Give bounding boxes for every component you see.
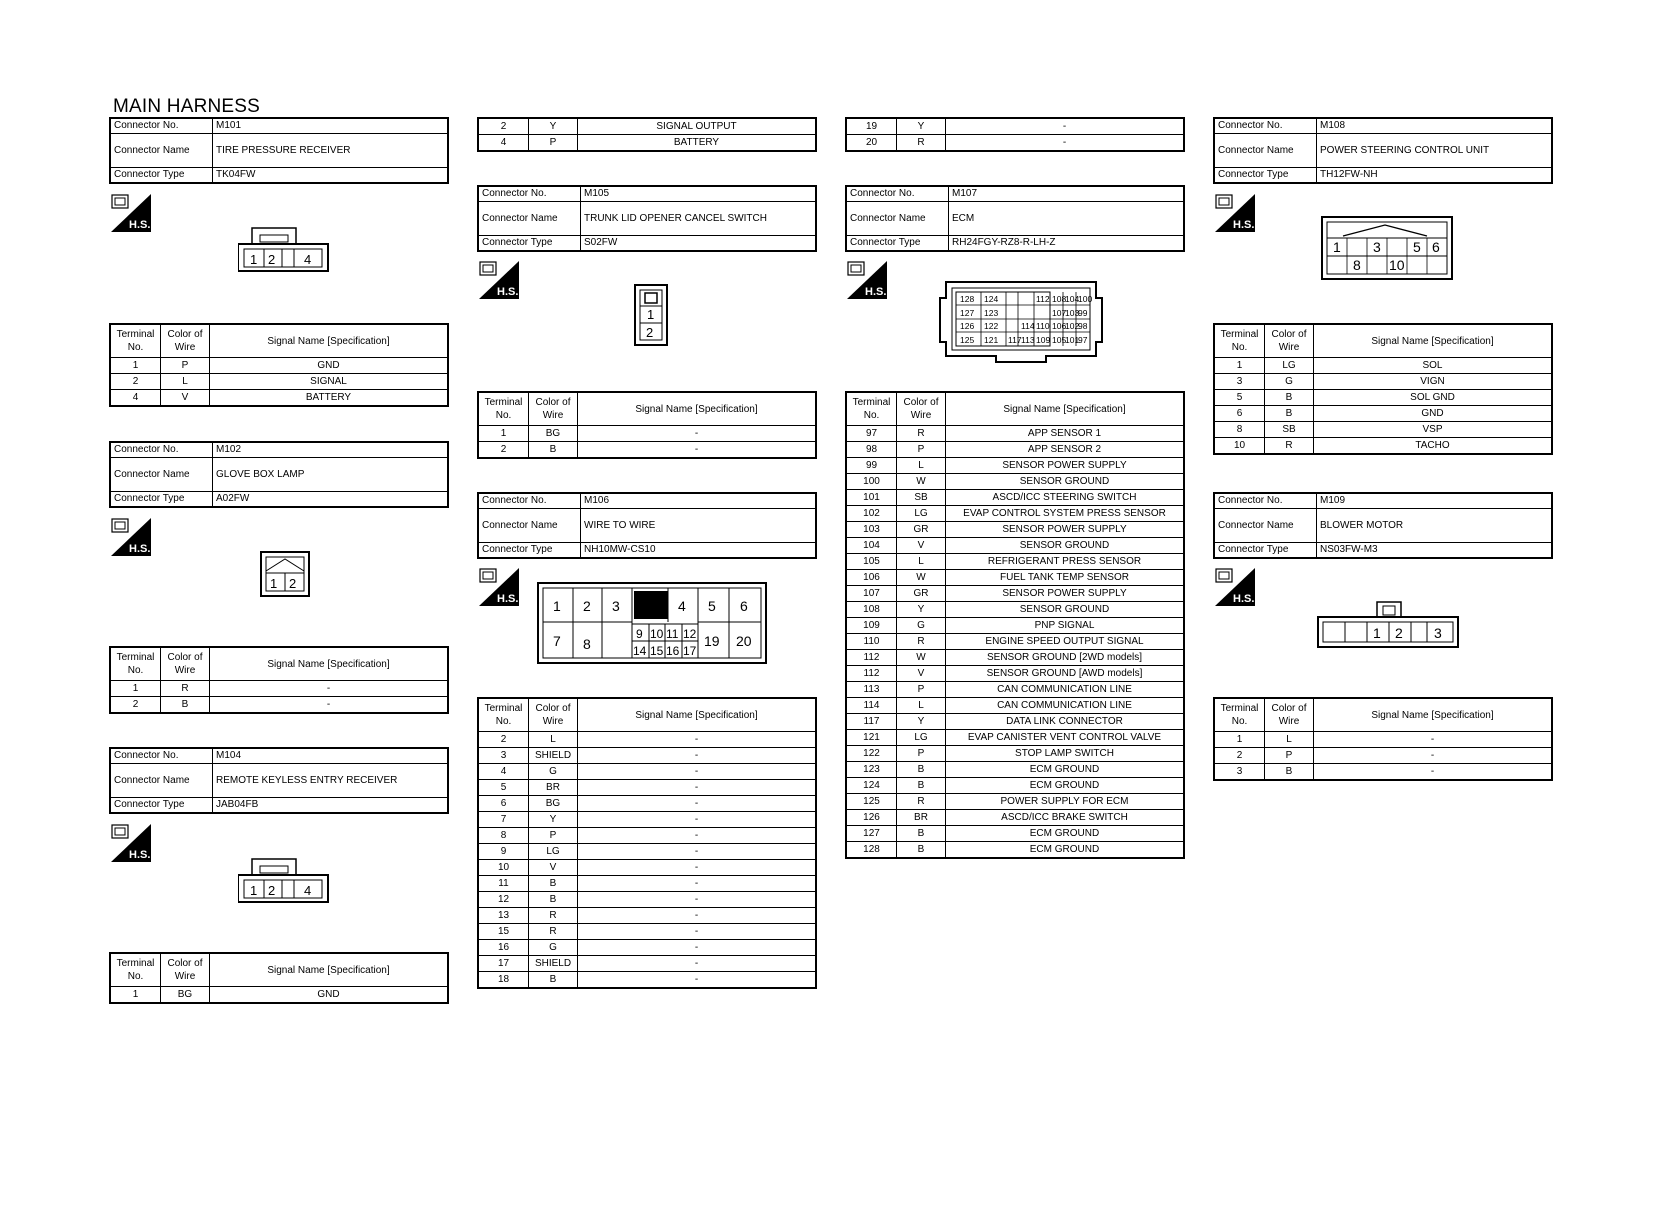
pin-label: 3 xyxy=(1434,625,1442,641)
connector-no-label: Connector No. xyxy=(110,118,213,134)
pin-label: 104 xyxy=(1065,294,1080,304)
pin-label: 14 xyxy=(633,644,647,658)
pin-label: 106 xyxy=(1052,321,1067,331)
svg-text:H.S.: H.S. xyxy=(129,543,151,555)
pin-label: 2 xyxy=(289,576,297,591)
connector-face-m108 xyxy=(1321,216,1455,287)
table-row: 106 W FUEL TANK TEMP SENSOR xyxy=(846,570,1184,586)
pin-label: 1 xyxy=(647,307,655,322)
pin-label: 2 xyxy=(268,252,276,267)
pin-label: 1 xyxy=(553,598,561,614)
connector-info-m104-wrap xyxy=(109,747,449,814)
signal-table-m104-continued xyxy=(477,117,817,152)
table-row: 1 R - xyxy=(110,681,448,697)
table-row: 2 L SIGNAL xyxy=(110,374,448,390)
table-row: 105 L REFRIGERANT PRESS SENSOR xyxy=(846,554,1184,570)
table-row: 7 Y - xyxy=(478,812,816,828)
table-row: 15 R - xyxy=(478,924,816,940)
connector-face-m101 xyxy=(238,227,330,278)
pin-label: 4 xyxy=(304,252,312,267)
table-row: 1 LG SOL xyxy=(1214,358,1552,374)
table-row: 122 P STOP LAMP SWITCH xyxy=(846,746,1184,762)
table-row: 8 P - xyxy=(478,828,816,844)
table-row: 102 LG EVAP CONTROL SYSTEM PRESS SENSOR xyxy=(846,506,1184,522)
pin-label: 124 xyxy=(984,294,999,304)
table-row: 10 V - xyxy=(478,860,816,876)
signal-table-m105-wrap xyxy=(477,391,817,459)
pin-label: 105 xyxy=(1052,335,1067,345)
pin-label: 16 xyxy=(666,644,680,658)
pin-label: 2 xyxy=(268,883,276,898)
signal-table-m104: Terminal No. Color of Wire Signal Name [Specification] 1 BG GND xyxy=(109,952,449,1004)
pin-label: 98 xyxy=(1078,321,1088,331)
harness-side-icon xyxy=(1215,194,1255,232)
connector-face-m104 xyxy=(238,858,330,909)
pin-label: 8 xyxy=(583,636,591,652)
pin-label: 1 xyxy=(270,576,278,591)
pin-label: 3 xyxy=(612,598,620,614)
table-row: 125 R POWER SUPPLY FOR ECM xyxy=(846,794,1184,810)
table-row: 104 V SENSOR GROUND xyxy=(846,538,1184,554)
table-row: 11 B - xyxy=(478,876,816,892)
pin-label: 99 xyxy=(1078,308,1088,318)
table-row: 4 G - xyxy=(478,764,816,780)
harness-side-icon xyxy=(479,261,519,299)
table-row: 2 B - xyxy=(478,442,816,459)
table-row: 1 BG - xyxy=(478,426,816,442)
connector-info-m109: Connector No. M109 Connector Name BLOWER MOTOR Connector Type NS03FW-M3 xyxy=(1213,492,1553,559)
svg-text:H.S.: H.S. xyxy=(865,286,887,298)
pin-label: 8 xyxy=(1353,257,1361,273)
pin-label: 123 xyxy=(984,308,999,318)
table-row: 4 V BATTERY xyxy=(110,390,448,407)
connector-no-value: M101 xyxy=(213,118,449,134)
table-row: 98 P APP SENSOR 2 xyxy=(846,442,1184,458)
connector-info-m106-wrap xyxy=(477,492,817,559)
pin-label: 4 xyxy=(304,883,312,898)
table-row: 17 SHIELD - xyxy=(478,956,816,972)
pin-label: 1 xyxy=(1373,625,1381,641)
pin-label: 102 xyxy=(1065,321,1080,331)
table-row: 109 G PNP SIGNAL xyxy=(846,618,1184,634)
pin-label: 122 xyxy=(984,321,999,331)
pin-label: 101 xyxy=(1065,335,1080,345)
table-row: 2 B - xyxy=(110,697,448,714)
signal-table-m106-wrap xyxy=(477,697,817,989)
svg-text:H.S.: H.S. xyxy=(129,849,151,861)
pin-label: 12 xyxy=(683,627,697,641)
connector-info-m109-wrap xyxy=(1213,492,1553,559)
table-row: 5 B SOL GND xyxy=(1214,390,1552,406)
table-row: 99 L SENSOR POWER SUPPLY xyxy=(846,458,1184,474)
table-row: 2 L - xyxy=(478,732,816,748)
connector-type-value: TK04FW xyxy=(213,168,449,184)
signal-table-m101 xyxy=(109,323,449,407)
connector-info-m107: Connector No. M107 Connector Name ECM Connector Type RH24FGY-RZ8-R-LH-Z xyxy=(845,185,1185,252)
table-row: 107 GR SENSOR POWER SUPPLY xyxy=(846,586,1184,602)
signal-table-m108-wrap xyxy=(1213,323,1553,455)
table-row: 127 B ECM GROUND xyxy=(846,826,1184,842)
harness-side-icon xyxy=(1215,568,1255,606)
pin-label: 2 xyxy=(583,598,591,614)
svg-text:H.S.: H.S. xyxy=(1233,593,1255,605)
pin-label: 128 xyxy=(960,294,975,304)
table-row: 3 SHIELD - xyxy=(478,748,816,764)
pin-label: 125 xyxy=(960,335,975,345)
pin-label: 1 xyxy=(250,883,258,898)
pin-label: 6 xyxy=(1432,239,1440,255)
pin-label: 117 xyxy=(1008,335,1022,345)
table-row: 114 L CAN COMMUNICATION LINE xyxy=(846,698,1184,714)
table-row: 20 R - xyxy=(846,135,1184,152)
table-row: 16 G - xyxy=(478,940,816,956)
connector-info-m108-wrap xyxy=(1213,117,1553,184)
connector-face-m105 xyxy=(634,284,670,353)
table-row: 117 Y DATA LINK CONNECTOR xyxy=(846,714,1184,730)
pin-label: 126 xyxy=(960,321,975,331)
pin-label: 17 xyxy=(683,644,697,658)
pin-label: 20 xyxy=(736,633,752,649)
table-row: 6 B GND xyxy=(1214,406,1552,422)
pin-label: 4 xyxy=(678,598,686,614)
pin-label: 113 xyxy=(1021,335,1035,345)
table-row: 101 SB ASCD/ICC STEERING SWITCH xyxy=(846,490,1184,506)
signal-table-m104-cont-wrap xyxy=(477,117,817,152)
connector-info-m102: Connector No. M102 Connector Name GLOVE BOX LAMP Connector Type A02FW xyxy=(109,441,449,508)
harness-side-icon xyxy=(479,568,519,606)
harness-side-icon xyxy=(111,194,151,232)
pin-label: 2 xyxy=(646,325,654,340)
svg-text:H.S.: H.S. xyxy=(497,286,519,298)
signal-name-header: Signal Name [Specification] xyxy=(210,324,449,358)
signal-table-m105: Terminal No. Color of Wire Signal Name [Specification] 1 BG - 2 B - xyxy=(477,391,817,459)
pin-label: 103 xyxy=(1065,308,1080,318)
table-row: 1 L - xyxy=(1214,732,1552,748)
pin-label: 108 xyxy=(1052,294,1067,304)
pin-label: 5 xyxy=(1413,239,1421,255)
table-row: 10 R TACHO xyxy=(1214,438,1552,455)
table-row: 121 LG EVAP CANISTER VENT CONTROL VALVE xyxy=(846,730,1184,746)
table-row: 100 W SENSOR GROUND xyxy=(846,474,1184,490)
connector-face-m106 xyxy=(537,582,769,671)
table-row: 2 P - xyxy=(1214,748,1552,764)
table-row: 9 LG - xyxy=(478,844,816,860)
pin-label: 10 xyxy=(1389,257,1405,273)
table-row: 8 SB VSP xyxy=(1214,422,1552,438)
signal-table-m108: Terminal No. Color of Wire Signal Name [Specification] 1 LG SOL 3 G VIGN 5 B SOL GND 6 B GND 8 SB VSP 10 R TACHO xyxy=(1213,323,1553,455)
table-row: 12 B - xyxy=(478,892,816,908)
connector-face-m109 xyxy=(1317,601,1461,656)
table-row: 1 BG GND xyxy=(110,987,448,1004)
connector-info-m105: Connector No. M105 Connector Name TRUNK LID OPENER CANCEL SWITCH Connector Type S02FW xyxy=(477,185,817,252)
pin-label: 114 xyxy=(1021,321,1035,331)
connector-name-label: Connector Name xyxy=(110,134,213,168)
pin-label: 19 xyxy=(704,633,720,649)
pin-label: 110 xyxy=(1036,321,1050,331)
connector-info-m104: Connector No. M104 Connector Name REMOTE KEYLESS ENTRY RECEIVER Connector Type JAB04FB xyxy=(109,747,449,814)
pin-label: 1 xyxy=(1333,239,1341,255)
table-row: 5 BR - xyxy=(478,780,816,796)
table-row: 1 P GND xyxy=(110,358,448,374)
svg-text:H.S.: H.S. xyxy=(129,219,151,231)
pin-label: 11 xyxy=(666,627,679,641)
table-row: 128 B ECM GROUND xyxy=(846,842,1184,859)
table-row: 4 P BATTERY xyxy=(478,135,816,152)
pin-label: 107 xyxy=(1052,308,1067,318)
pin-label: 121 xyxy=(984,335,999,345)
signal-table-m101-wrap xyxy=(109,323,449,407)
pin-label: 10 xyxy=(650,627,664,641)
pin-label: 15 xyxy=(650,644,664,658)
connector-face-m107 xyxy=(938,280,1104,369)
connector-info-m108: Connector No. M108 Connector Name POWER STEERING CONTROL UNIT Connector Type TH12FW-NH xyxy=(1213,117,1553,184)
connector-info-m102-wrap xyxy=(109,441,449,508)
signal-table-m102: Terminal No. Color of Wire Signal Name [Specification] 1 R - 2 B - xyxy=(109,646,449,714)
signal-table-m106: Terminal No. Color of Wire Signal Name [Specification] 2 L - 3 SHIELD - 4 G - 5 BR - 6 BG - 7 Y - 8 P - 9 LG - 10 V - 11 B - 12 B - 13 R - 15 R - 16 G - 17 SHIELD - 18 B - xyxy=(477,697,817,989)
signal-table-m106-continued xyxy=(845,117,1185,152)
signal-table-m109: Terminal No. Color of Wire Signal Name [Specification] 1 L - 2 P - 3 B - xyxy=(1213,697,1553,781)
signal-table-m102-wrap xyxy=(109,646,449,714)
table-row: 3 G VIGN xyxy=(1214,374,1552,390)
pin-label: 100 xyxy=(1078,294,1093,304)
pin-label: 97 xyxy=(1078,335,1088,345)
color-of-wire-header: Color of Wire xyxy=(161,324,210,358)
signal-table-m104-wrap xyxy=(109,952,449,1004)
table-row: 113 P CAN COMMUNICATION LINE xyxy=(846,682,1184,698)
connector-info-m106: Connector No. M106 Connector Name WIRE TO WIRE Connector Type NH10MW-CS10 xyxy=(477,492,817,559)
connector-type-label: Connector Type xyxy=(110,168,213,184)
table-row: 2 Y SIGNAL OUTPUT xyxy=(478,118,816,135)
table-row: 124 B ECM GROUND xyxy=(846,778,1184,794)
pin-label: 3 xyxy=(1373,239,1381,255)
connector-name-value: TIRE PRESSURE RECEIVER xyxy=(213,134,449,168)
pin-label: 5 xyxy=(708,598,716,614)
table-row: 108 Y SENSOR GROUND xyxy=(846,602,1184,618)
table-row: 103 GR SENSOR POWER SUPPLY xyxy=(846,522,1184,538)
connector-face-m102 xyxy=(260,551,312,604)
signal-table-m107: Terminal No. Color of Wire Signal Name [Specification] 97 R APP SENSOR 1 98 P APP SENSOR 2 99 L SENSOR POWER SUPPLY 100 W SENSOR GROUND 101 SB ASCD/ICC STEERING SWITCH 102 LG EVAP CONTROL SYSTEM PRESS SENSOR 103 GR SENSOR POWER SUPPLY 104 V SENSOR GROUND 105 L REFRIGERANT PRESS SENSOR 106 W FUEL TANK TEMP SENSOR 107 GR SENSOR POWER SUPPLY 108 Y SENSOR GROUND 109 G PNP SIGNAL 110 R ENGINE SPEED OUTPUT SIGNAL 112 W SENSOR GROUND [2WD models] 112 V SENSOR GROUND [AWD models] 113 P CAN COMMUNICATION LINE 114 L CAN COMMUNICATION LINE 117 Y DATA LINK CONNECTOR 121 LG EVAP CANISTER VENT CONTROL VALVE 122 P STOP LAMP SWITCH 123 B ECM GROUND 124 B ECM GROUND 125 R POWER SUPPLY FOR ECM 126 BR ASCD/ICC BRAKE SWITCH 127 B ECM GROUND 128 B ECM GROUND xyxy=(845,391,1185,859)
connector-info-m105-wrap xyxy=(477,185,817,252)
pin-label: 6 xyxy=(740,598,748,614)
terminal-no-header: Terminal No. xyxy=(110,324,161,358)
connector-info-m107-wrap xyxy=(845,185,1185,252)
table-row: 18 B - xyxy=(478,972,816,989)
table-row: 112 V SENSOR GROUND [AWD models] xyxy=(846,666,1184,682)
table-row: 126 BR ASCD/ICC BRAKE SWITCH xyxy=(846,810,1184,826)
table-row: 3 B - xyxy=(1214,764,1552,781)
table-row: 112 W SENSOR GROUND [2WD models] xyxy=(846,650,1184,666)
table-row: 6 BG - xyxy=(478,796,816,812)
harness-side-icon xyxy=(847,261,887,299)
table-row: 13 R - xyxy=(478,908,816,924)
page-title: MAIN HARNESS xyxy=(113,96,261,117)
pin-label: 2 xyxy=(1395,625,1403,641)
signal-table-m107-wrap xyxy=(845,391,1185,859)
signal-table-m109-wrap xyxy=(1213,697,1553,781)
svg-text:H.S.: H.S. xyxy=(497,593,519,605)
pin-label: 1 xyxy=(250,252,258,267)
pin-label: 127 xyxy=(960,308,975,318)
pin-label: 109 xyxy=(1036,335,1051,345)
harness-side-icon xyxy=(111,518,151,556)
table-row: 110 R ENGINE SPEED OUTPUT SIGNAL xyxy=(846,634,1184,650)
svg-text:H.S.: H.S. xyxy=(1233,219,1255,231)
harness-side-icon xyxy=(111,824,151,862)
connector-info-m101 xyxy=(109,117,449,184)
column-1 xyxy=(109,117,449,184)
table-row: 19 Y - xyxy=(846,118,1184,135)
pin-label: 112 xyxy=(1036,294,1050,304)
pin-label: 7 xyxy=(553,633,561,649)
table-row: 123 B ECM GROUND xyxy=(846,762,1184,778)
table-row: 97 R APP SENSOR 1 xyxy=(846,426,1184,442)
pin-label: 9 xyxy=(636,627,643,641)
signal-table-m106-cont-wrap xyxy=(845,117,1185,152)
